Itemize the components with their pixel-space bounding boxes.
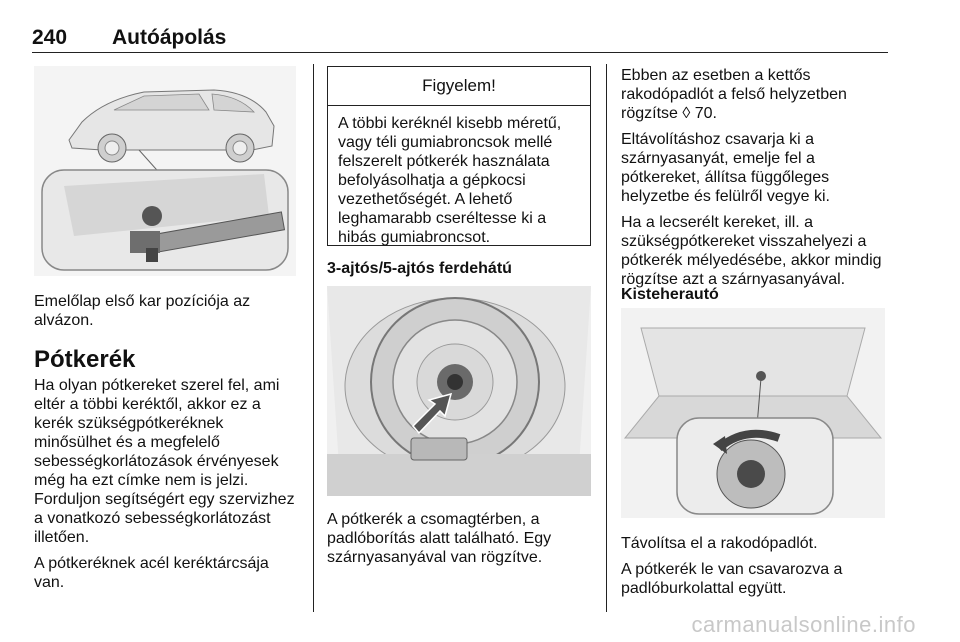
section-heading-pótkerék: Pótkerék <box>34 346 136 373</box>
car-jack-figure <box>34 66 296 276</box>
van-spare-wheel-figure <box>621 308 885 518</box>
warning-title: Figyelem! <box>328 67 590 106</box>
paragraph: A pótkeréknek acél keréktárcsája van. <box>34 555 269 591</box>
right-after-figure-text <box>621 534 889 605</box>
spare-wheel-trunk-figure <box>327 286 591 496</box>
figure-caption-left: Emelőlap első kar pozíciója az alvázon. <box>34 293 251 329</box>
page-title: Autóápolás <box>112 26 227 49</box>
subheading-hatchback: 3-ajtós/5-ajtós ferdehátú <box>327 260 512 277</box>
watermark: carmanualsonline.info <box>691 612 916 637</box>
subheading-kisteherauto: Kisteherautó <box>621 286 719 303</box>
paragraph: Ha a lecserélt kereket, ill. a szükségpótkereket visszahelyezi a pótkerék mélyedésébe, akkor mindig rögzítse azt a szárnyasanyával. <box>621 214 882 288</box>
warning-text: A többi keréknél kisebb méretű, vagy téli gumiabroncsok mellé felszerelt pótkerék használata befolyásolhatja a gépkocsi vezethetőségét. A lehető leghamarabb cseréltesse ki a hibás gumiabroncsot. <box>338 115 562 246</box>
warning-box <box>327 66 591 246</box>
paragraph: A pótkerék le van csavarozva a padlóburkolattal együtt. <box>621 561 843 597</box>
page-number: 240 <box>32 26 68 49</box>
figure-caption-middle: A pótkerék a csomagtérben, a padlóborítás alatt található. Egy szárnyasanyával van rögzítve. <box>327 511 552 566</box>
paragraph: Eltávolításhoz csavarja ki a szárnyasanyát, emelje fel a pótkereket, állítsa függőleges helyzetbe és felülről vegye ki. <box>621 131 830 205</box>
paragraph: Ha olyan pótkereket szerel fel, ami eltér a többi keréktől, akkor ez a kerék szükségpótkeréknek minősülhet és a megfelelő sebességkorlátozások érvényesek még ha ezt címke nem is jelzi. Forduljon segítségért egy szervizhez a vonatkozó sebességkorlátozást illetően. <box>34 377 295 546</box>
right-body-text <box>621 66 889 296</box>
paragraph: Ebben az esetben a kettős rakodópadlót a felső helyzetben rögzítse ◊ 70. <box>621 67 847 122</box>
column-divider <box>606 64 607 612</box>
paragraph: Távolítsa el a rakodópadlót. <box>621 535 818 552</box>
left-body-text <box>34 376 300 599</box>
page-header <box>32 20 888 53</box>
column-divider <box>313 64 314 612</box>
